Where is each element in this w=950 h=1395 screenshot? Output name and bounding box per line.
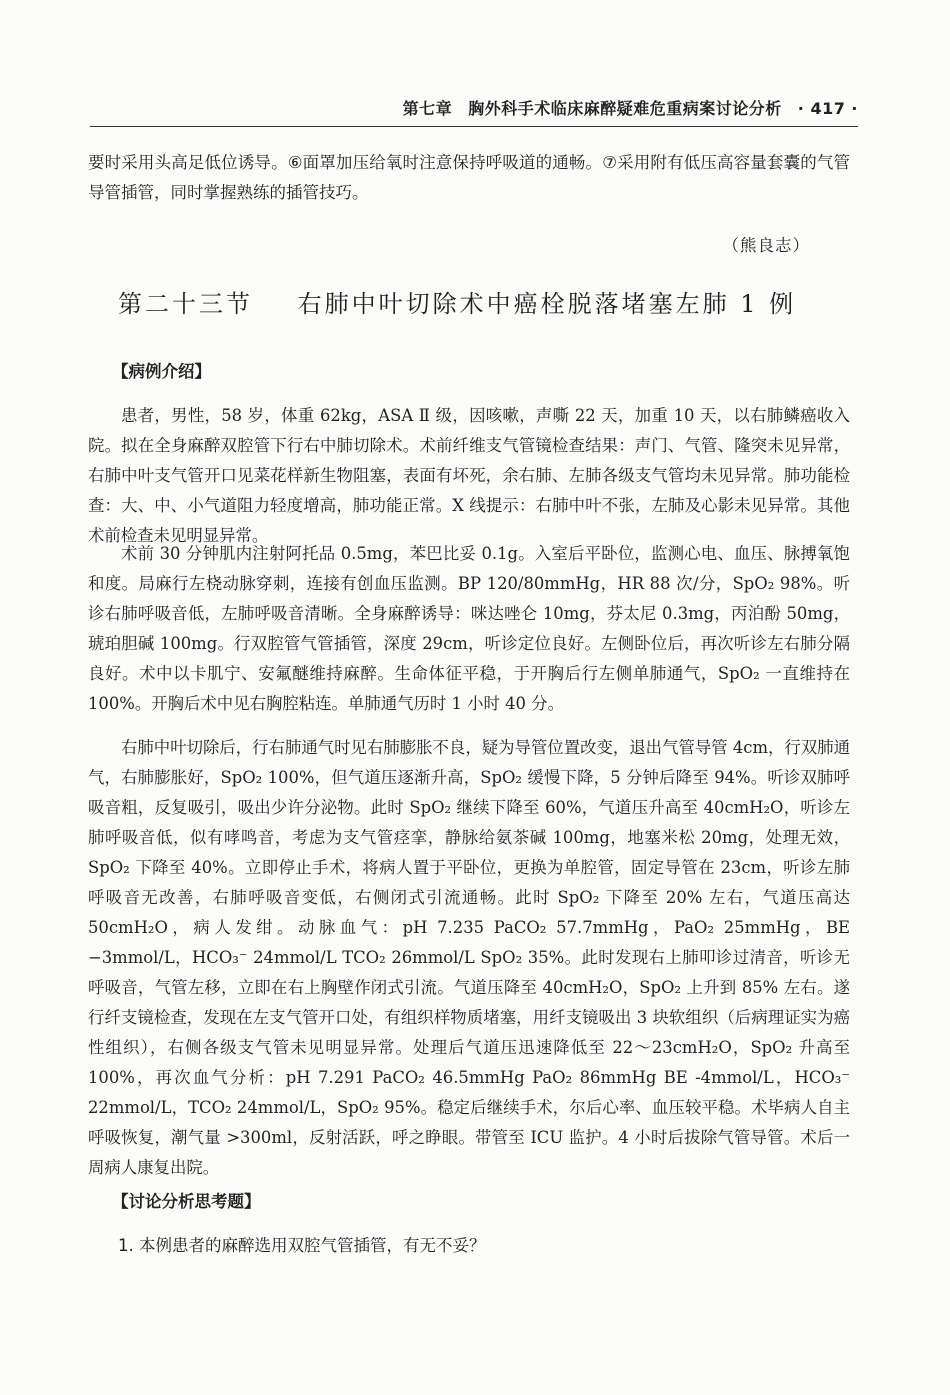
case-paragraph-3: 右肺中叶切除后，行右肺通气时见右肺膨胀不良，疑为导管位置改变，退出气管导管 4cm，行双肺通气，右肺膨胀好，SpO₂ 100%，但气道压逐渐升高，SpO₂ 缓慢下降，5 分钟后降至 94%。听诊双肺呼吸音粗，反复吸引，吸出少许分泌物。此时 SpO₂ 继续下降至 60%，气道压升高至 40cmH₂O，听诊左肺呼吸音低，似有哮鸣音，考虑为支气管痉挛，静脉给氨茶碱 100mg，地塞米松 20mg，处理无效，SpO₂ 下降至 40%。立即停止手术，将病人置于平卧位，更换为单腔管，固定导管在 23cm，听诊左肺呼吸音无改善，右肺呼吸音变低，右侧闭式引流通畅。此时 SpO₂ 下降至 20% 左右，气道压高达 50cmH₂O，病人发绀。动脉血气：pH 7.235 PaCO₂ 57.7mmHg，PaO₂ 25mmHg，BE −3mmol/L，HCO₃⁻ 24mmol/L TCO₂ 26mmol/L SpO₂ 35%。此时发现右上肺叩诊过清音，听诊无呼吸音，气管左移，立即在右上胸壁作闭式引流。气道压降至 40cmH₂O，SpO₂ 上升到 85% 左右。遂行纤支镜检查，发现在左支气管开口处，有组织样物质堵塞，用纤支镜吸出 3 块软组织（后病理证实为癌性组织），右侧各级支气管未见明显异常。处理后气道压迅速降低至 22～23cmH₂O，SpO₂ 升高至 100%，再次血气分析：pH 7.291 PaCO₂ 46.5mmHg PaO₂ 86mmHg BE -4mmol/L，HCO₃⁻ 22mmol/L，TCO₂ 24mmol/L，SpO₂ 95%。稳定后继续手术，尔后心率、血压较平稳。术毕病人自主呼吸恢复，潮气量 >300ml，反射活跃，呼之睁眼。带管至 ICU 监护。4 小时后拔除气管导管。术后一周病人康复出院。 xyxy=(88,738,850,1177)
case-paragraph-2: 术前 30 分钟肌内注射阿托品 0.5mg，苯巴比妥 0.1g。入室后平卧位，监测心电、血压、脉搏氧饱和度。局麻行左桡动脉穿刺，连接有创血压监测。BP 120/80mmHg，HR 88 次/分，SpO₂ 98%。听诊右肺呼吸音低，左肺呼吸音清晰。全身麻醉诱导：咪达唑仑 10mg，芬太尼 0.3mg，丙泊酚 50mg，琥珀胆碱 100mg。行双腔管气管插管，深度 29cm，听诊定位良好。左侧卧位后，再次听诊左右肺分隔良好。术中以卡肌宁、安氟醚维持麻醉。生命体征平稳，于开胸后行左侧单肺通气，SpO₂ 一直维持在 100%。开胸后术中见右胸腔粘连。单肺通气历时 1 小时 40 分。 xyxy=(88,544,850,713)
chapter-label: 第七章 xyxy=(402,99,453,118)
page-number: · 417 · xyxy=(797,99,858,118)
section-heading: 右肺中叶切除术中癌栓脱落堵塞左肺 1 例 xyxy=(297,290,797,318)
discussion-question-1: 1. 本例患者的麻醉选用双腔气管插管，有无不妥？ xyxy=(118,1236,486,1255)
section-number: 第二十三节 xyxy=(118,290,253,318)
case-intro-heading: 【病例介绍】 xyxy=(112,362,211,381)
author-signature: （熊良志） xyxy=(722,236,810,255)
discussion-heading: 【讨论分析思考题】 xyxy=(112,1192,261,1211)
section-title xyxy=(118,284,838,319)
running-header xyxy=(90,96,858,127)
case-paragraph-1: 患者，男性，58 岁，体重 62kg，ASA Ⅱ 级，因咳嗽，声嘶 22 天，加重 10 天，以右肺鳞癌收入院。拟在全身麻醉双腔管下行右中肺切除术。术前纤维支气管镜检查结果：声门、气管、隆突未见异常，右肺中叶支气管开口见菜花样新生物阻塞，表面有坏死，余右肺、左肺各级支气管均未见异常。肺功能检查：大、中、小气道阻力轻度增高，肺功能正常。X 线提示：右肺中叶不张，左肺及心影未见异常。其他术前检查未见明显异常。 xyxy=(88,406,850,545)
chapter-title: 胸外科手术临床麻醉疑难危重病案讨论分析 xyxy=(468,99,782,118)
continuation-paragraph: 要时采用头高足低位诱导。⑥面罩加压给氧时注意保持呼吸道的通畅。⑦采用附有低压高容量套囊的气管导管插管，同时掌握熟练的插管技巧。 xyxy=(88,153,850,202)
